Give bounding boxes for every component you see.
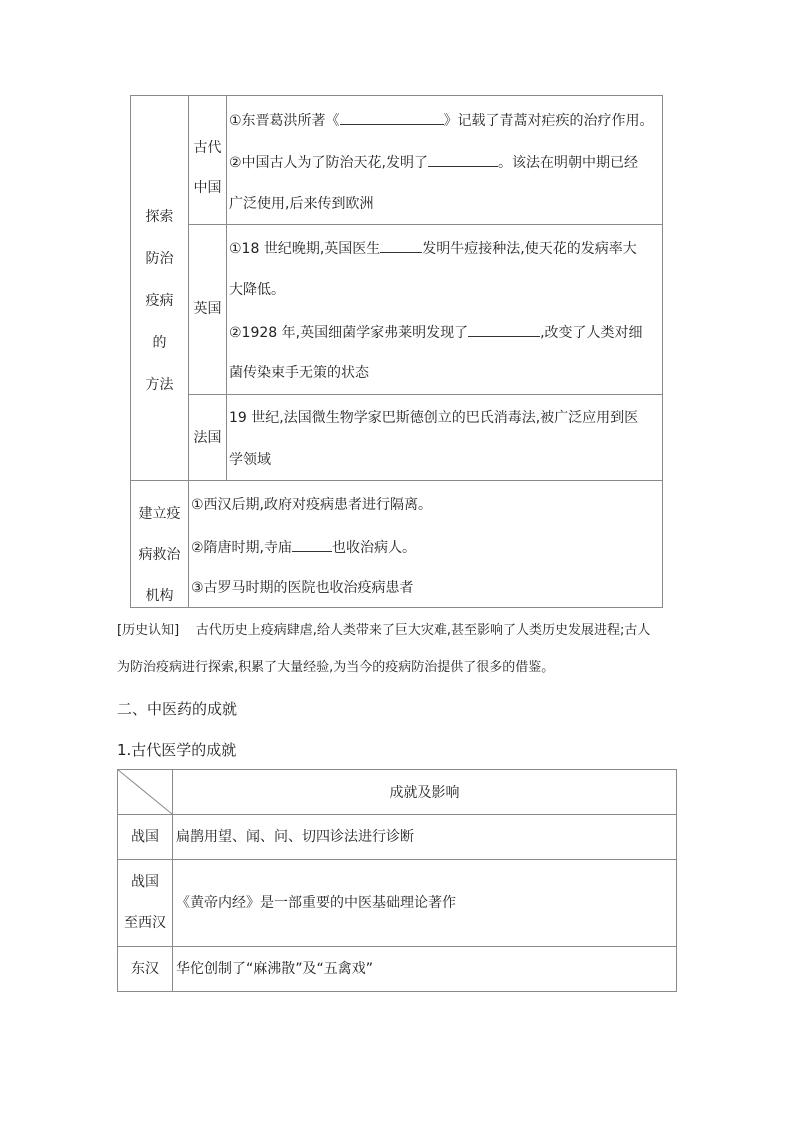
history-note-line-2: 为防治疫病进行探索,积累了大量经验,为当今的疫病防治提供了很多的借鉴。 xyxy=(117,660,555,675)
answer-blank xyxy=(428,152,498,167)
ancient-china-label: 古代 中国 xyxy=(193,140,222,196)
britain-line-1: ①18 世纪晚期,英国医生 发明牛痘接种法,使天花的发病率大 xyxy=(229,238,637,259)
france-line-2: 学领域 xyxy=(229,452,271,468)
britain-line-2: 大降低。 xyxy=(229,282,285,298)
answer-blank xyxy=(468,322,540,337)
subsection-title: 1.古代医学的成就 xyxy=(117,741,237,759)
history-note-line-1: [历史认知] 古代历史上疫病肆虐,给人类带来了巨大灾难,甚至影响了人类历史发展进程;古人 xyxy=(117,623,651,638)
institutions-line-2: ②隋唐时期,寺庙 也收治病人。 xyxy=(191,537,416,558)
britain-line-3: ②1928 年,英国细菌学家弗莱明发现了 ,改变了人类对细 xyxy=(229,322,643,343)
answer-blank xyxy=(380,238,422,253)
diagonal-header-line xyxy=(117,769,173,815)
britain-label: 英国 xyxy=(193,301,222,317)
section-title: 二、中医药的成就 xyxy=(117,700,238,718)
answer-blank xyxy=(292,537,332,552)
methods-label: 探索 防治 疫病 的 方法 xyxy=(145,209,174,393)
france-line-1: 19 世纪,法国微生物学家巴斯德创立的巴氏消毒法,被广泛应用到医 xyxy=(229,410,639,426)
institutions-line-3: ③古罗马时期的医院也收治疫病患者 xyxy=(191,580,414,596)
achievement-cell: 扁鹊用望、闻、问、切四诊法进行诊断 xyxy=(176,829,414,845)
period-cell: 东汉 xyxy=(131,961,159,977)
france-label: 法国 xyxy=(193,430,222,446)
answer-blank xyxy=(340,110,444,125)
ancient-china-line-2: ②中国古人为了防治天花,发明了 。该法在明朝中期已经 xyxy=(229,152,638,173)
history-note-tag: [历史认知] xyxy=(117,623,180,638)
britain-line-4: 菌传染束手无策的状态 xyxy=(229,365,369,381)
achievement-cell: 华佗创制了“麻沸散”及“五禽戏” xyxy=(176,961,374,977)
achievement-cell: 《黄帝内经》是一部重要的中医基础理论著作 xyxy=(176,895,456,911)
period-cell: 战国 xyxy=(131,829,159,845)
ancient-china-line-3: 广泛使用,后来传到欧洲 xyxy=(229,196,374,212)
period-cell: 战国 至西汉 xyxy=(124,874,166,931)
ancient-china-line-1: ①东晋葛洪所著《 》记载了青蒿对疟疾的治疗作用。 xyxy=(229,110,654,131)
table-header: 成就及影响 xyxy=(389,785,460,801)
institutions-line-1: ①西汉后期,政府对疫病患者进行隔离。 xyxy=(191,497,432,513)
institutions-label: 建立疫 病救治 机构 xyxy=(138,506,181,604)
